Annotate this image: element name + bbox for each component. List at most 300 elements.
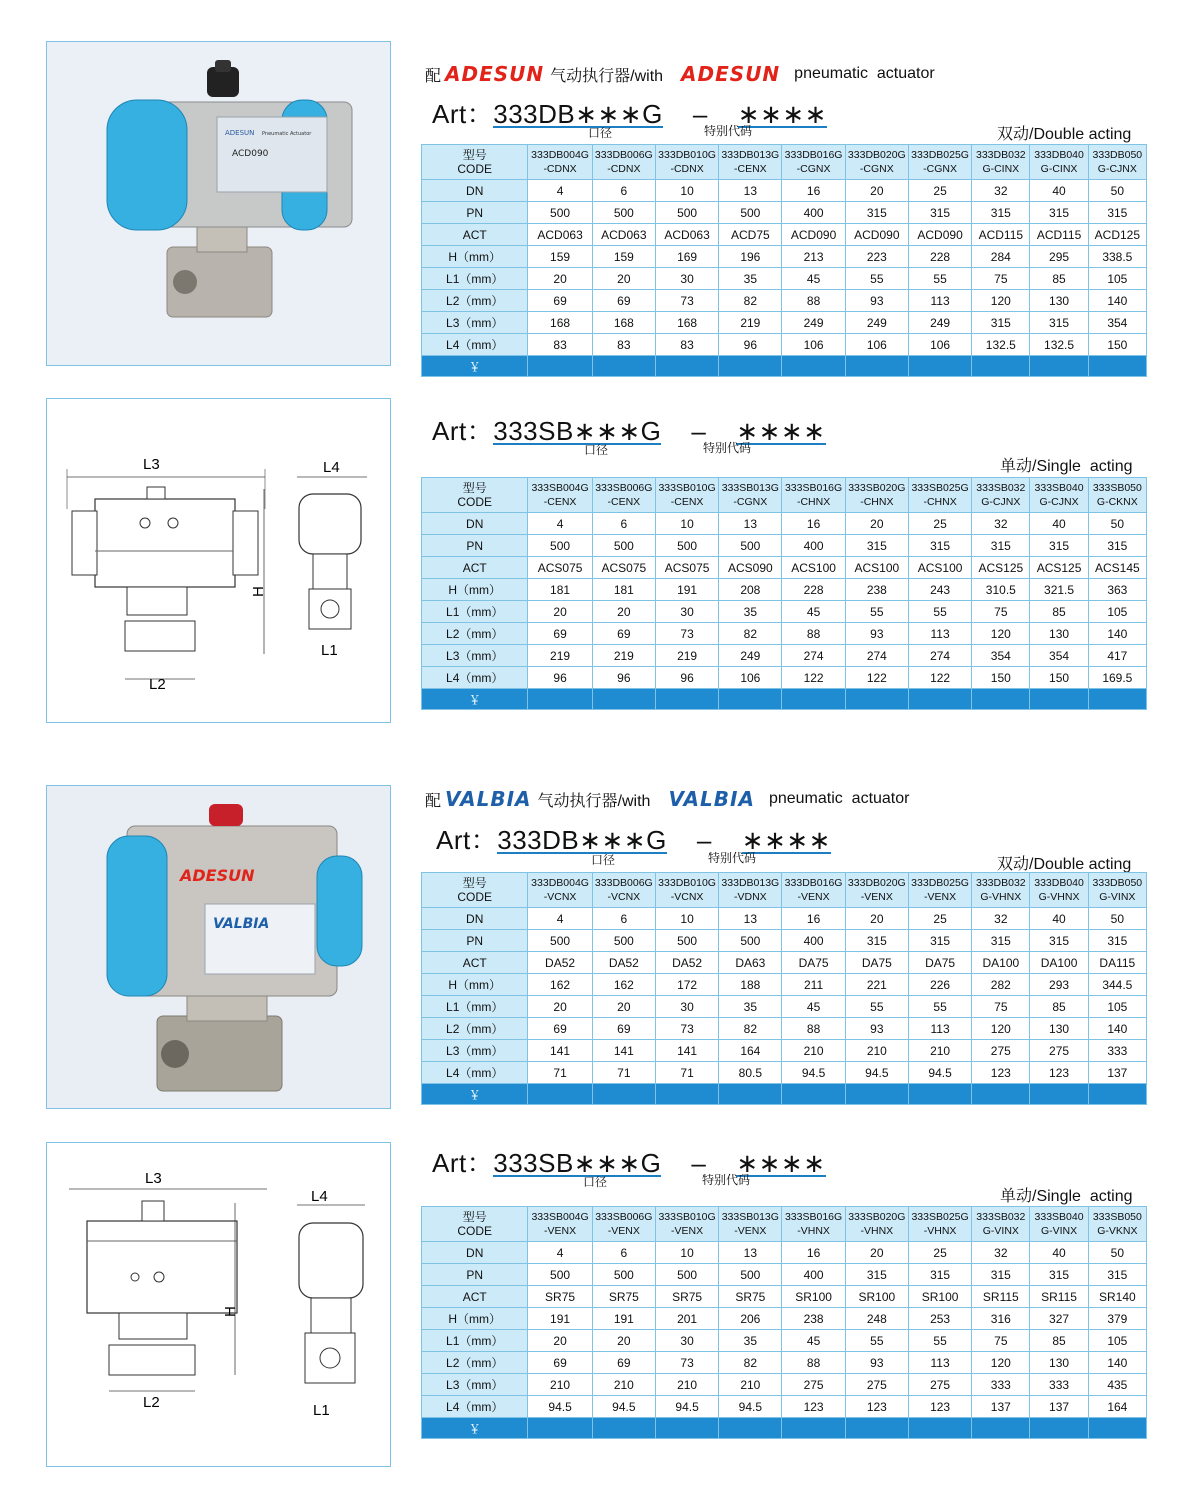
row-label: ACT (422, 952, 528, 974)
header-code-label: 型号 CODE (422, 478, 528, 513)
table-cell: ACS100 (782, 557, 845, 579)
price-label: ￥ (422, 356, 528, 377)
dim-h: H (250, 586, 267, 597)
table-cell: ACD75 (719, 224, 782, 246)
table-cell: 69 (528, 290, 592, 312)
table-cell: 10 (655, 513, 718, 535)
price-cell (845, 356, 908, 377)
table-cell: 228 (908, 246, 971, 268)
dim-l4: L4 (323, 459, 340, 476)
row-label: L3（mm） (422, 1040, 528, 1062)
table-cell: 120 (972, 290, 1030, 312)
price-cell (972, 689, 1030, 710)
table-cell: 96 (592, 667, 655, 689)
label-code-1: 特别代码 (704, 124, 753, 138)
table-cell: 354 (972, 645, 1030, 667)
table-cell: 140 (1088, 1018, 1146, 1040)
table-cell: 45 (782, 996, 845, 1018)
art-dash: – (691, 1148, 707, 1178)
table-cell: ACS145 (1088, 557, 1146, 579)
header-model-code: 333SB050 G-CKNX (1088, 478, 1146, 513)
table-cell: 150 (1088, 334, 1146, 356)
table-cell: 4 (528, 513, 592, 535)
table-cell: 94.5 (908, 1062, 971, 1084)
table-cell: 275 (845, 1374, 908, 1396)
art-number-4 (432, 1143, 826, 1180)
actuator-logo: ADESUN (180, 866, 255, 885)
table-cell: SR100 (782, 1286, 845, 1308)
label-bore-2: 口径 (584, 443, 609, 457)
table-cell: 315 (1030, 535, 1088, 557)
table-cell: 159 (592, 246, 655, 268)
header-model-code: 333DB004G -VCNX (528, 873, 592, 908)
table-cell: 88 (782, 290, 845, 312)
table-cell: 16 (782, 180, 845, 202)
table-cell: 120 (972, 1352, 1030, 1374)
table-row (422, 1352, 1147, 1374)
art-code: ∗∗∗∗ (736, 416, 826, 446)
table-cell: 238 (782, 1308, 845, 1330)
table-cell: DA52 (655, 952, 718, 974)
table-cell: ACS090 (719, 557, 782, 579)
table-cell: 55 (845, 996, 908, 1018)
brand-line-valbia (425, 787, 909, 811)
table-cell: 333 (1088, 1040, 1146, 1062)
table-cell: 159 (528, 246, 592, 268)
table-cell: 130 (1030, 623, 1088, 645)
table-cell: 141 (592, 1040, 655, 1062)
table-cell: 96 (719, 334, 782, 356)
table-cell: ACS100 (908, 557, 971, 579)
table-cell: 238 (845, 579, 908, 601)
table-cell: 13 (719, 513, 782, 535)
price-label: ￥ (422, 689, 528, 710)
table-cell: 315 (1088, 535, 1146, 557)
table-row (422, 1330, 1147, 1352)
table-cell: 69 (592, 623, 655, 645)
table-cell: 123 (845, 1396, 908, 1418)
table-cell: 500 (719, 930, 782, 952)
table-cell: 6 (592, 908, 655, 930)
dim-h: H (222, 1306, 239, 1317)
table-cell: 30 (655, 1330, 718, 1352)
table-cell: 120 (972, 1018, 1030, 1040)
header-model-code: 333DB013G -VDNX (719, 873, 782, 908)
label-bore-4: 口径 (583, 1175, 608, 1189)
table-row (422, 930, 1147, 952)
table-cell: 50 (1088, 180, 1146, 202)
header-model-code: 333DB010G -CDNX (655, 145, 718, 180)
table-cell: ACD090 (908, 224, 971, 246)
price-cell (845, 1084, 908, 1105)
header-model-code: 333DB040 G-CINX (1030, 145, 1088, 180)
table-cell: 88 (782, 623, 845, 645)
table-cell: SR140 (1088, 1286, 1146, 1308)
table-cell: 315 (908, 535, 971, 557)
header-model-code: 333DB004G -CDNX (528, 145, 592, 180)
price-row (422, 1418, 1147, 1439)
table-cell: 88 (782, 1018, 845, 1040)
price-cell (1088, 1084, 1146, 1105)
header-model-code: 333SB040 G-VINX (1030, 1207, 1088, 1242)
table-cell: SR75 (655, 1286, 718, 1308)
table-cell: 96 (655, 667, 718, 689)
table-cell: 85 (1030, 1330, 1088, 1352)
table-cell: 130 (1030, 1018, 1088, 1040)
table-cell: 191 (592, 1308, 655, 1330)
table-cell: 315 (972, 202, 1030, 224)
table-cell: 206 (719, 1308, 782, 1330)
table-cell: 274 (908, 645, 971, 667)
brand-line-adesun (425, 62, 935, 86)
row-label: L1（mm） (422, 1330, 528, 1352)
table-cell: 82 (719, 623, 782, 645)
table-cell: 4 (528, 1242, 592, 1264)
row-label: PN (422, 535, 528, 557)
header-model-code: 333SB013G -VENX (719, 1207, 782, 1242)
table-cell: 315 (908, 1264, 971, 1286)
table-cell: 10 (655, 1242, 718, 1264)
header-model-code: 333SB013G -CGNX (719, 478, 782, 513)
spec-table-2 (421, 477, 1147, 710)
table-cell: 249 (719, 645, 782, 667)
table-cell: 16 (782, 908, 845, 930)
table-cell: 25 (908, 1242, 971, 1264)
table-cell: 4 (528, 180, 592, 202)
header-model-code: 333DB016G -CGNX (782, 145, 845, 180)
table-cell: 315 (972, 1264, 1030, 1286)
table-cell: 295 (1030, 246, 1088, 268)
table-cell: 400 (782, 535, 845, 557)
table-cell: 69 (528, 1018, 592, 1040)
table-cell: 80.5 (719, 1062, 782, 1084)
table-cell: DA100 (972, 952, 1030, 974)
table-cell: SR75 (528, 1286, 592, 1308)
table-cell: 94.5 (782, 1062, 845, 1084)
art-model: 333SB∗∗∗G (493, 416, 662, 446)
price-cell (528, 1418, 592, 1439)
table-cell: 500 (592, 930, 655, 952)
table-cell: 82 (719, 1352, 782, 1374)
table-cell: 282 (972, 974, 1030, 996)
table-cell: 275 (972, 1040, 1030, 1062)
table-cell: 106 (845, 334, 908, 356)
table-cell: 10 (655, 908, 718, 930)
table-cell: 83 (528, 334, 592, 356)
price-cell (1088, 689, 1146, 710)
table-cell: 55 (908, 601, 971, 623)
table-cell: 20 (845, 180, 908, 202)
table-row (422, 1040, 1147, 1062)
table-cell: 400 (782, 202, 845, 224)
table-cell: 275 (908, 1374, 971, 1396)
header-model-code: 333DB040 G-VHNX (1030, 873, 1088, 908)
table-cell: 219 (528, 645, 592, 667)
table-cell: 85 (1030, 601, 1088, 623)
table-cell: 113 (908, 623, 971, 645)
table-cell: 105 (1088, 996, 1146, 1018)
art-prefix: Art： (432, 416, 494, 446)
art-prefix: Art： (432, 1148, 494, 1178)
table-cell: 249 (782, 312, 845, 334)
nameplate-brand: ADESUN (225, 129, 255, 137)
table-cell: ACS075 (528, 557, 592, 579)
price-cell (972, 356, 1030, 377)
table-row (422, 996, 1147, 1018)
table-cell: 93 (845, 623, 908, 645)
price-cell (719, 1418, 782, 1439)
table-row (422, 579, 1147, 601)
table-cell: 500 (528, 1264, 592, 1286)
header-code-label: 型号 CODE (422, 1207, 528, 1242)
price-row (422, 689, 1147, 710)
table-cell: 500 (528, 930, 592, 952)
table-cell: 93 (845, 1018, 908, 1040)
row-label: DN (422, 513, 528, 535)
table-cell: 106 (782, 334, 845, 356)
label-bore-3: 口径 (591, 853, 616, 867)
header-model-code: 333SB004G -VENX (528, 1207, 592, 1242)
table-cell: 210 (528, 1374, 592, 1396)
table-cell: 248 (845, 1308, 908, 1330)
price-cell (1030, 1084, 1088, 1105)
row-label: L2（mm） (422, 623, 528, 645)
table-cell: 327 (1030, 1308, 1088, 1330)
row-label: DN (422, 1242, 528, 1264)
price-cell (845, 1418, 908, 1439)
table-cell: 210 (592, 1374, 655, 1396)
price-cell (655, 1084, 718, 1105)
table-cell: ACD063 (528, 224, 592, 246)
table-cell: 123 (1030, 1062, 1088, 1084)
dim-l3: L3 (145, 1170, 162, 1187)
table-row (422, 601, 1147, 623)
table-cell: 210 (655, 1374, 718, 1396)
brand-prefix: 配 (425, 67, 442, 85)
table-cell: 316 (972, 1308, 1030, 1330)
table-cell: 85 (1030, 268, 1088, 290)
price-cell (908, 689, 971, 710)
table-cell: 94.5 (655, 1396, 718, 1418)
table-row (422, 535, 1147, 557)
price-cell (908, 356, 971, 377)
table-row (422, 268, 1147, 290)
table-cell: 85 (1030, 996, 1088, 1018)
table-cell: ACS075 (655, 557, 718, 579)
header-code-label: 型号 CODE (422, 873, 528, 908)
table-cell: 344.5 (1088, 974, 1146, 996)
table-cell: 83 (655, 334, 718, 356)
row-label: H（mm） (422, 1308, 528, 1330)
dim-l1: L1 (313, 1402, 330, 1419)
table-cell: 105 (1088, 1330, 1146, 1352)
nameplate-brand-2: VALBIA (213, 916, 270, 932)
table-cell: 73 (655, 290, 718, 312)
table-cell: 315 (972, 535, 1030, 557)
table-cell: 219 (592, 645, 655, 667)
row-label: L4（mm） (422, 667, 528, 689)
table-cell: 500 (655, 930, 718, 952)
price-cell (1030, 1418, 1088, 1439)
table-cell: 315 (1088, 930, 1146, 952)
header-model-code: 333SB006G -VENX (592, 1207, 655, 1242)
table-cell: 96 (528, 667, 592, 689)
table-cell: 50 (1088, 513, 1146, 535)
table-cell: 123 (782, 1396, 845, 1418)
table-cell: 69 (592, 290, 655, 312)
row-label: L4（mm） (422, 1396, 528, 1418)
table-cell: DA75 (908, 952, 971, 974)
table-cell: 71 (655, 1062, 718, 1084)
table-cell: 137 (1030, 1396, 1088, 1418)
table-cell: ACD063 (592, 224, 655, 246)
table-row (422, 952, 1147, 974)
header-model-code: 333SB032 G-VINX (972, 1207, 1030, 1242)
table-cell: 55 (845, 601, 908, 623)
art-number-2 (432, 411, 826, 448)
row-label: ACT (422, 1286, 528, 1308)
header-model-code: 333DB020G -VENX (845, 873, 908, 908)
table-cell: 71 (592, 1062, 655, 1084)
price-cell (782, 356, 845, 377)
table-cell: 20 (845, 908, 908, 930)
price-cell (655, 1418, 718, 1439)
table-cell: 94.5 (528, 1396, 592, 1418)
table-cell: 40 (1030, 908, 1088, 930)
table-cell: DA75 (782, 952, 845, 974)
table-cell: 20 (528, 268, 592, 290)
table-cell: 123 (908, 1396, 971, 1418)
table-row (422, 1374, 1147, 1396)
table-cell: SR75 (719, 1286, 782, 1308)
table-cell: 500 (528, 202, 592, 224)
price-cell (592, 1084, 655, 1105)
acting-type-3: 双动/Double acting (997, 856, 1132, 873)
table-cell: 71 (528, 1062, 592, 1084)
table-cell: 20 (592, 996, 655, 1018)
price-cell (528, 356, 592, 377)
table-row (422, 290, 1147, 312)
table-cell: 13 (719, 1242, 782, 1264)
price-cell (1030, 356, 1088, 377)
table-cell: 191 (528, 1308, 592, 1330)
table-cell: 293 (1030, 974, 1088, 996)
table-cell: 55 (908, 268, 971, 290)
row-label: L3（mm） (422, 645, 528, 667)
dim-l3: L3 (143, 456, 160, 473)
table-cell: 40 (1030, 180, 1088, 202)
table-row (422, 334, 1147, 356)
table-row (422, 180, 1147, 202)
table-cell: 6 (592, 513, 655, 535)
table-cell: SR100 (908, 1286, 971, 1308)
header-model-code: 333DB016G -VENX (782, 873, 845, 908)
art-model: 333DB∗∗∗G (493, 99, 663, 129)
table-cell: 6 (592, 180, 655, 202)
table-cell: 219 (655, 645, 718, 667)
price-row (422, 1084, 1147, 1105)
table-cell: 379 (1088, 1308, 1146, 1330)
table-cell: 188 (719, 974, 782, 996)
table-cell: 211 (782, 974, 845, 996)
price-cell (592, 356, 655, 377)
table-cell: DA52 (528, 952, 592, 974)
table-cell: 150 (1030, 667, 1088, 689)
brand-prefix: 配 (425, 792, 442, 810)
table-cell: 106 (719, 667, 782, 689)
table-cell: 20 (592, 601, 655, 623)
table-cell: 315 (908, 930, 971, 952)
table-cell: ACS125 (972, 557, 1030, 579)
row-label: DN (422, 908, 528, 930)
product-photo-adesun-double (46, 41, 391, 366)
art-code: ∗∗∗∗ (737, 99, 827, 129)
table-cell: 243 (908, 579, 971, 601)
price-label: ￥ (422, 1084, 528, 1105)
valbia-logo-2: VALBIA (668, 787, 755, 811)
table-row (422, 645, 1147, 667)
table-cell: SR115 (1030, 1286, 1088, 1308)
table-row (422, 557, 1147, 579)
table-cell: 45 (782, 268, 845, 290)
table-cell: 275 (782, 1374, 845, 1396)
table-cell: 30 (655, 268, 718, 290)
table-row (422, 1396, 1147, 1418)
table-cell: 93 (845, 290, 908, 312)
header-model-code: 333SB020G -VHNX (845, 1207, 908, 1242)
table-cell: 500 (719, 202, 782, 224)
price-cell (845, 689, 908, 710)
art-model: 333DB∗∗∗G (497, 825, 667, 855)
header-model-code: 333DB010G -VCNX (655, 873, 718, 908)
table-cell: 208 (719, 579, 782, 601)
table-cell: 13 (719, 908, 782, 930)
table-cell: 164 (719, 1040, 782, 1062)
table-cell: 315 (972, 930, 1030, 952)
table-cell: 94.5 (592, 1396, 655, 1418)
price-cell (782, 689, 845, 710)
header-code-label: 型号 CODE (422, 145, 528, 180)
price-cell (528, 689, 592, 710)
price-cell (908, 1084, 971, 1105)
table-cell: 40 (1030, 513, 1088, 535)
table-row (422, 202, 1147, 224)
table-cell: 105 (1088, 268, 1146, 290)
table-cell: 150 (972, 667, 1030, 689)
dim-l4: L4 (311, 1188, 328, 1205)
art-number-3 (436, 820, 831, 857)
table-row (422, 974, 1147, 996)
table-cell: 500 (592, 202, 655, 224)
header-model-code: 333DB020G -CGNX (845, 145, 908, 180)
header-model-code: 333DB025G -CGNX (908, 145, 971, 180)
table-cell: 30 (655, 601, 718, 623)
header-model-code: 333DB006G -CDNX (592, 145, 655, 180)
table-cell: 88 (782, 1352, 845, 1374)
table-cell: 20 (528, 601, 592, 623)
header-model-code: 333DB025G -VENX (908, 873, 971, 908)
table-cell: 32 (972, 180, 1030, 202)
table-header-row (422, 1207, 1147, 1242)
header-model-code: 333SB025G -CHNX (908, 478, 971, 513)
header-model-code: 333SB040 G-CJNX (1030, 478, 1088, 513)
table-cell: 435 (1088, 1374, 1146, 1396)
table-cell: 16 (782, 513, 845, 535)
row-label: L1（mm） (422, 996, 528, 1018)
table-cell: 130 (1030, 290, 1088, 312)
label-bore-1: 口径 (588, 126, 613, 140)
table-cell: 35 (719, 268, 782, 290)
